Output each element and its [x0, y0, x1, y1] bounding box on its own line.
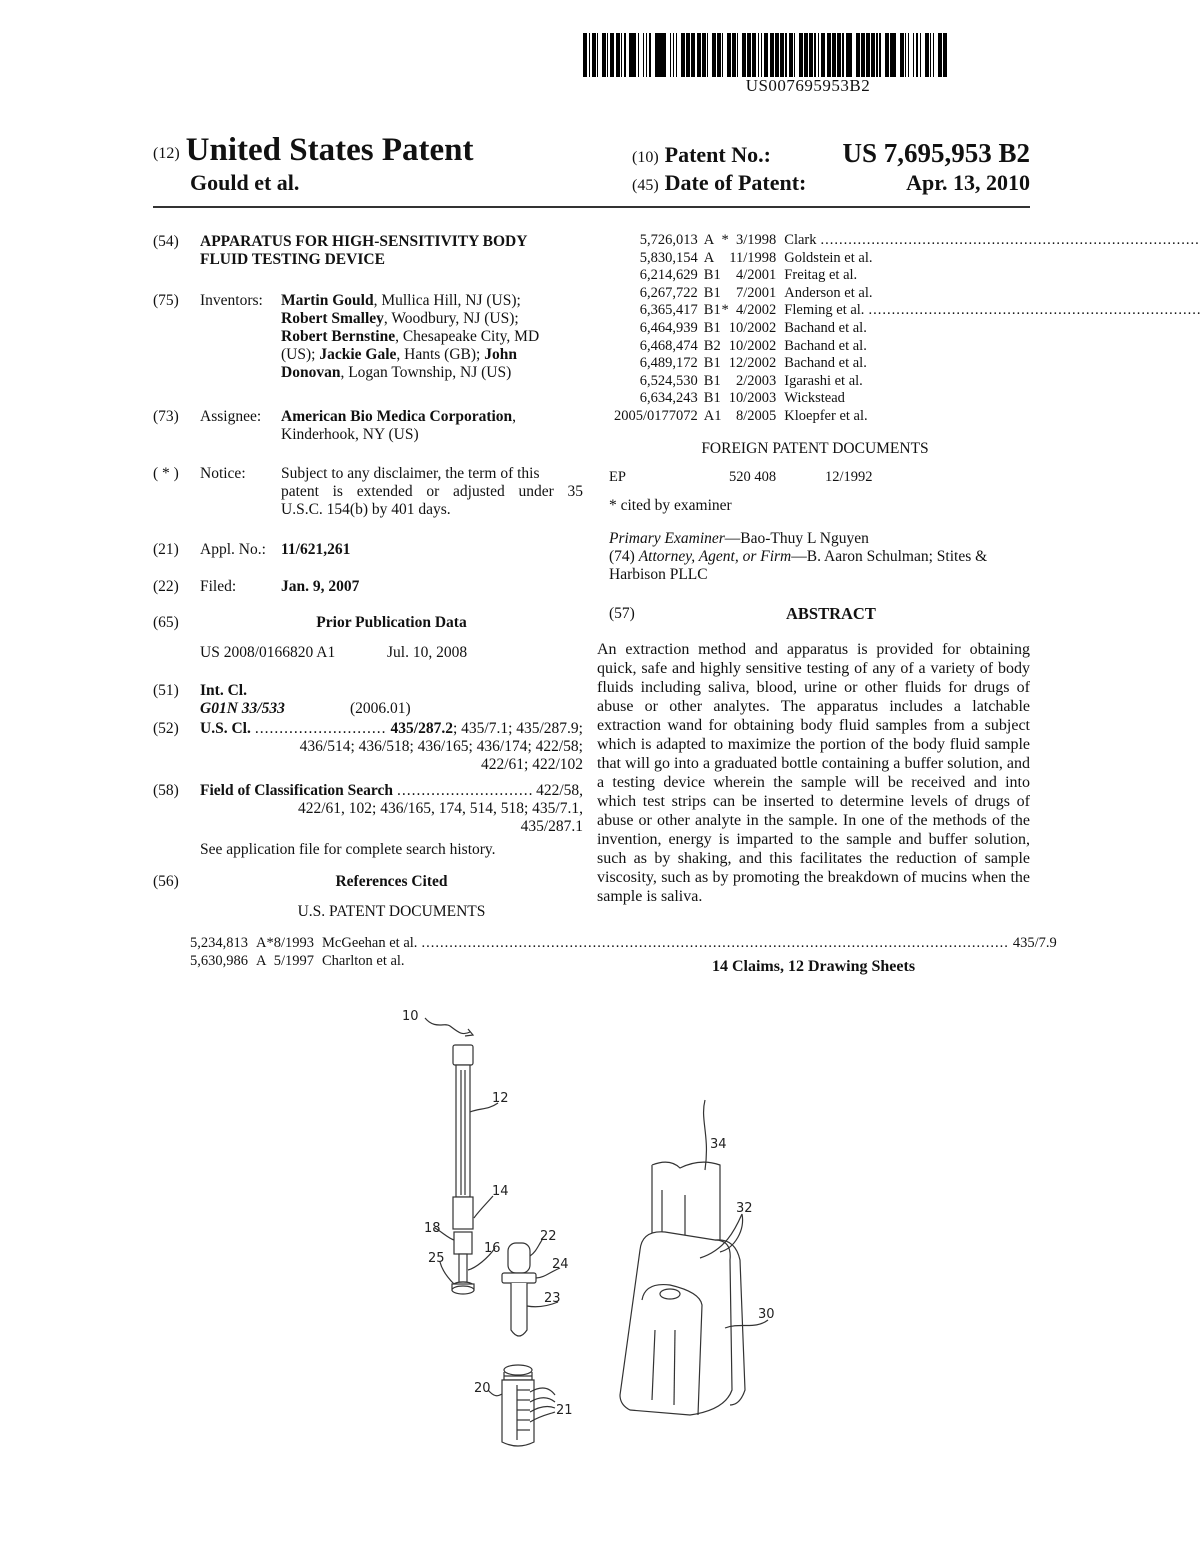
barcode-bar — [707, 33, 708, 77]
ref-kind: B1 — [703, 284, 721, 301]
reference-row — [614, 355, 1200, 373]
code-51: (51) — [153, 682, 179, 699]
code-75: (75) — [153, 292, 179, 309]
barcode-bar — [722, 33, 723, 77]
barcode — [583, 33, 1033, 77]
code-22: (22) — [153, 578, 179, 595]
inventor-location: , Chesapeake City, MD — [395, 328, 540, 345]
code-54: (54) — [153, 233, 179, 250]
ref-number: 6,524,530 — [639, 372, 698, 389]
code-21: (21) — [153, 541, 179, 558]
uscl-label: U.S. Cl. — [200, 720, 251, 737]
barcode-bar — [747, 33, 751, 77]
code-12: (12) — [153, 145, 180, 162]
ref-star: * — [266, 935, 274, 951]
barcode-bar — [646, 33, 647, 77]
barcode-bar — [908, 33, 909, 77]
barcode-bar — [629, 33, 633, 77]
barcode-bar — [876, 33, 877, 77]
barcode-bar — [804, 33, 808, 77]
barcode-bar — [818, 33, 819, 77]
uscl-primary: 435/287.2 — [390, 720, 453, 737]
barcode-bar — [742, 33, 746, 77]
ref-label-22: 22 — [540, 1229, 557, 1244]
assignee-name: American Bio Medica Corporation — [281, 408, 513, 425]
barcode-bar — [780, 33, 784, 77]
barcode-bar — [837, 33, 841, 77]
barcode-bar — [925, 33, 929, 77]
barcode-bar — [638, 33, 639, 77]
ref-date: 2/2003 — [736, 372, 777, 389]
wand-collar — [453, 1197, 473, 1229]
wand-tube — [456, 1065, 470, 1197]
barcode-bar — [809, 33, 813, 77]
ref-star — [722, 320, 729, 338]
barcode-bar — [879, 33, 880, 77]
ref-label-12: 12 — [492, 1091, 509, 1106]
prior-pub-date: Jul. 10, 2008 — [387, 644, 468, 661]
abstract-heading: ABSTRACT — [786, 604, 876, 623]
barcode-bar — [607, 33, 608, 77]
ref-name: Bachand et al. — [784, 319, 867, 336]
search-history-note: See application file for complete search history. — [200, 841, 496, 858]
barcode-bar — [789, 33, 793, 77]
patent-type: United States Patent — [185, 132, 474, 168]
ref-label-18: 18 — [424, 1221, 441, 1236]
code-74: (74) — [609, 548, 635, 565]
reference-row — [614, 267, 1200, 285]
barcode-bar — [938, 33, 942, 77]
barcode-bar — [697, 33, 701, 77]
code-73: (73) — [153, 408, 179, 425]
barcode-bar — [930, 33, 931, 77]
dropper-tip — [511, 1283, 527, 1336]
inventor-location: , Logan Township, NJ (US) — [340, 364, 512, 381]
barcode-bar — [717, 33, 721, 77]
attorney-label: Attorney, Agent, or Firm — [638, 548, 792, 565]
dropper-bulb — [508, 1243, 530, 1273]
ref-date: 8/2005 — [736, 407, 777, 424]
ref-star: * — [721, 302, 729, 319]
barcode-bar — [814, 33, 815, 77]
code-57: (57) — [609, 605, 635, 622]
code-65: (65) — [153, 614, 179, 631]
code-58: (58) — [153, 782, 179, 799]
ref-kind: B2 — [703, 337, 721, 354]
barcode-bar — [670, 33, 671, 77]
ref-kind: B1 — [703, 302, 721, 319]
ref-number: 2005/0177072 — [614, 407, 698, 424]
inventor-country: (US); — [281, 346, 320, 363]
ref-number: 5,630,986 — [190, 952, 248, 969]
barcode-bar — [655, 33, 659, 77]
ref-star — [722, 285, 729, 303]
barcode-bar — [799, 33, 803, 77]
ref-label-20: 20 — [474, 1381, 491, 1396]
reference-row — [614, 285, 1200, 303]
field-search-body — [200, 782, 583, 836]
ref-kind: A — [256, 952, 267, 969]
patent-drawing — [380, 1000, 840, 1520]
prior-pub-number: US 2008/0166820 A1 — [200, 644, 336, 661]
ref-label-32: 32 — [736, 1201, 753, 1216]
ref-date: 4/2002 — [736, 302, 777, 319]
filed-label: Filed: — [200, 578, 237, 595]
uscl-classes-line2: 436/514; 436/518; 436/165; 436/174; 422/58; — [299, 738, 583, 755]
ref-name: Bachand et al. — [784, 337, 867, 354]
field-search-line2: 422/61, 102; 436/165, 174, 514, 518; 435/7.1, — [297, 800, 583, 817]
inventors-label: Inventors: — [200, 292, 263, 309]
code-10: (10) — [632, 149, 659, 166]
patent-number-row — [632, 138, 1030, 169]
barcode-bar — [871, 33, 875, 77]
intcl-class: G01N 33/533 — [200, 700, 285, 717]
dot-leader — [255, 720, 387, 738]
field-search-line3: 435/287.1 — [520, 818, 583, 835]
examiner-block — [609, 530, 1034, 584]
barcode-bar — [920, 33, 921, 77]
ref-date: 3/1998 — [736, 232, 777, 248]
reference-row — [614, 408, 1200, 426]
barcode-bar — [905, 33, 906, 77]
ref-name: Bachand et al. — [784, 355, 867, 372]
code-45: (45) — [632, 177, 659, 194]
code-56: (56) — [153, 873, 179, 890]
date-label: Date of Patent: — [664, 170, 807, 195]
inventor-name: Robert Smalley — [281, 310, 384, 327]
wand-latch — [454, 1232, 472, 1254]
uscl-classes-line3: 422/61; 422/102 — [480, 756, 583, 773]
barcode-bar — [602, 33, 606, 77]
ref-date: 12/2002 — [728, 355, 777, 372]
ref-label-21: 21 — [556, 1403, 573, 1418]
ref-name: Freitag et al. — [784, 267, 858, 284]
ref-date: 5/1997 — [273, 952, 315, 969]
ref-name: Igarashi et al. — [784, 372, 863, 389]
ref-name: Fleming et al. — [784, 302, 865, 319]
refs-heading: References Cited — [335, 873, 448, 890]
uscl-body — [200, 720, 583, 774]
ref-name: Charlton et al. — [322, 952, 405, 969]
inventor-name: Martin Gould — [281, 292, 374, 309]
barcode-bar — [634, 33, 635, 77]
foreign-number: 520 408 — [729, 469, 777, 485]
ref-star — [722, 373, 729, 391]
us-patent-docs-heading: U.S. PATENT DOCUMENTS — [297, 903, 486, 920]
barcode-bar — [673, 33, 674, 77]
ref-date: 4/2001 — [736, 267, 777, 284]
ref-number: 6,214,629 — [639, 267, 698, 284]
barcode-bar — [691, 33, 695, 77]
barcode-bar — [624, 33, 625, 77]
wand-stem — [459, 1254, 467, 1282]
barcode-bar — [916, 33, 917, 77]
reference-row — [190, 935, 1057, 953]
dot-leader — [868, 302, 1200, 320]
reference-row — [614, 302, 1200, 320]
ref-star — [722, 267, 729, 285]
bottle-opening — [504, 1365, 532, 1375]
reference-row — [614, 250, 1200, 268]
ref-name: Kloepfer et al. — [784, 407, 868, 424]
ref-name: McGeehan et al. — [322, 935, 418, 951]
code-52: (52) — [153, 720, 179, 737]
foreign-docs-heading: FOREIGN PATENT DOCUMENTS — [701, 440, 929, 457]
ref-date: 11/1998 — [729, 249, 777, 266]
code-notice: ( * ) — [153, 465, 179, 482]
barcode-bar — [846, 33, 850, 77]
dot-leader — [821, 232, 1200, 250]
barcode-bar — [616, 33, 620, 77]
barcode-bar — [659, 33, 663, 77]
ref-number: 5,234,813 — [190, 935, 248, 951]
ref-number: 6,464,939 — [639, 319, 698, 336]
barcode-bar — [737, 33, 738, 77]
inventor-location: , Woodbury, NJ (US); — [383, 310, 519, 327]
barcode-bar — [752, 33, 756, 77]
ref-kind: A — [703, 232, 715, 248]
ref-name: Clark — [784, 232, 817, 248]
title-line-2: FLUID TESTING DEVICE — [200, 251, 385, 268]
patent-no-label: Patent No.: — [664, 142, 771, 167]
ref-kind: B1 — [703, 267, 721, 284]
dropper-cap — [502, 1273, 536, 1283]
notice-text — [281, 465, 583, 519]
abstract-heading-row — [609, 605, 1030, 623]
field-search-label: Field of Classification Search — [200, 782, 394, 799]
ref-date: 10/2002 — [728, 319, 777, 336]
ref-date: 7/2001 — [736, 284, 777, 301]
ref-class: 435/7.9 — [1012, 935, 1057, 951]
reference-row — [614, 373, 1200, 391]
barcode-bar — [850, 33, 851, 77]
cited-by-examiner-note: * cited by examiner — [609, 497, 732, 514]
barcode-bar — [727, 33, 731, 77]
assignee-comma: , — [512, 408, 517, 425]
foreign-date: 12/1992 — [825, 469, 873, 485]
ref-number: 5,726,013 — [639, 232, 698, 248]
barcode-bar — [732, 33, 736, 77]
barcode-bar — [589, 33, 590, 77]
ref-name: Anderson et al. — [784, 284, 873, 301]
barcode-bar — [761, 33, 762, 77]
attorney-firm-line2: Harbison PLLC — [609, 566, 708, 583]
ref-kind: B1 — [703, 390, 721, 407]
intcl-label: Int. Cl. — [200, 682, 247, 699]
barcode-bar — [894, 33, 895, 77]
ref-kind: B1 — [703, 372, 721, 389]
barcode-bar — [900, 33, 904, 77]
ref-star — [722, 338, 729, 356]
inventor-location: , Mullica Hill, NJ (US); — [373, 292, 521, 309]
barcode-bar — [764, 33, 768, 77]
ref-number: 6,468,474 — [639, 337, 698, 354]
uscl-classes: ; 435/7.1; 435/287.9; — [452, 720, 583, 737]
barcode-bar — [702, 33, 706, 77]
reference-row — [614, 232, 1200, 250]
label-leader-10 — [425, 1018, 470, 1034]
barcode-bar — [933, 33, 934, 77]
right-refs-table — [614, 232, 1030, 426]
barcode-bar — [832, 33, 836, 77]
invention-title — [200, 233, 600, 269]
patent-date-row — [632, 170, 1030, 196]
barcode-bar — [681, 33, 685, 77]
examiner-name: —Bao-Thuy L Nguyen — [724, 530, 869, 547]
abstract-text: An extraction method and apparatus is provided for obtaining quick, safe and highly sensitive testing of any of a variety of body fluids including saliva, blood, urine or other fluids for drugs of abuse or other analytes. The apparatus includes a latchable extraction wand for obtaining body fluid samples from a subject which is adapted to maximize the portion of the body fluid sample that will go into a graduated bottle containing a buffer solution, and a testing device wherein the sample will be received and into which test strips can be inserted to determine levels of drugs of abuse or other analyte in the sample. In one of the methods of the invention, energy is imparted to the sample and buffer solution, such as by shaking, and this facilitates the reduction of sample viscosity, such as by promoting the breakdown of mucins when the sample is saliva. — [597, 641, 1030, 905]
assignee-location: Kinderhook, NY (US) — [281, 426, 419, 443]
ref-label-16: 16 — [484, 1241, 501, 1256]
testing-device — [620, 1232, 732, 1415]
ref-number: 6,489,172 — [639, 355, 698, 372]
appl-number: 11/621,261 — [281, 541, 351, 558]
barcode-bar — [770, 33, 774, 77]
title-line-1: APPARATUS FOR HIGH-SENSITIVITY BODY — [200, 233, 528, 250]
ref-number: 6,634,243 — [639, 390, 698, 407]
ref-label-25: 25 — [428, 1251, 445, 1266]
ref-label-23: 23 — [544, 1291, 561, 1306]
ref-name: Wickstead — [784, 390, 845, 407]
patent-header-title — [153, 132, 473, 169]
ref-star: * — [721, 232, 729, 248]
inventor-name: Donovan — [281, 364, 341, 381]
foreign-country: EP — [609, 469, 626, 485]
foreign-doc-row — [609, 468, 1029, 486]
ref-kind: A — [256, 935, 267, 951]
dot-leader — [421, 935, 1008, 953]
ref-date: 10/2002 — [728, 337, 777, 354]
barcode-bar — [827, 33, 831, 77]
barcode-bar — [664, 33, 665, 77]
claims-count: 14 Claims, 12 Drawing Sheets — [711, 958, 916, 975]
patent-authors: Gould et al. — [190, 170, 300, 195]
field-search-classes: 422/58, — [536, 782, 583, 799]
header-rule — [153, 206, 1030, 208]
assignee-value — [281, 408, 583, 444]
barcode-bar — [583, 33, 587, 77]
barcode-bar — [821, 33, 825, 77]
reference-row — [614, 390, 1200, 408]
barcode-bar — [592, 33, 596, 77]
barcode-bar — [712, 33, 716, 77]
ref-number: 6,365,417 — [639, 302, 698, 319]
ref-label-24: 24 — [552, 1257, 569, 1272]
barcode-bar — [676, 33, 677, 77]
notice-line: patent is extended or adjusted under 35 — [281, 483, 583, 500]
ref-date: 8/1993 — [273, 935, 315, 951]
ref-label-10: 10 — [402, 1009, 419, 1024]
examiner-label: Primary Examiner — [609, 530, 725, 547]
ref-kind: A1 — [703, 407, 722, 424]
barcode-bar — [913, 33, 914, 77]
intcl-year: (2006.01) — [350, 700, 411, 717]
barcode-bar — [643, 33, 644, 77]
inventors-list — [281, 292, 583, 382]
reference-row — [614, 320, 1200, 338]
ref-star — [722, 355, 729, 373]
barcode-number: US007695953B2 — [745, 76, 871, 95]
barcode-bar — [842, 33, 843, 77]
barcode-bar — [621, 33, 622, 77]
ref-label-14: 14 — [492, 1184, 509, 1199]
ref-label-34: 34 — [710, 1137, 727, 1152]
barcode-bar — [686, 33, 690, 77]
barcode-bar — [885, 33, 889, 77]
barcode-bar — [866, 33, 870, 77]
ref-star — [722, 390, 729, 408]
barcode-bar — [649, 33, 650, 77]
barcode-bar — [794, 33, 795, 77]
inventor-location: , Hants (GB); — [396, 346, 485, 363]
ref-star — [722, 250, 729, 268]
ref-star — [722, 408, 729, 426]
barcode-bar — [890, 33, 894, 77]
ref-star — [266, 953, 273, 971]
filed-date: Jan. 9, 2007 — [281, 578, 360, 595]
barcode-bar — [775, 33, 779, 77]
ref-number: 6,267,722 — [639, 284, 698, 301]
inventor-name: Robert Bernstine — [281, 328, 396, 345]
wand-cap — [453, 1045, 473, 1065]
ref-label-30: 30 — [758, 1307, 775, 1322]
barcode-bar — [758, 33, 759, 77]
patent-number: US 7,695,953 B2 — [842, 138, 1030, 168]
ref-kind: A — [703, 249, 715, 266]
inventor-name: John — [484, 346, 517, 363]
barcode-bar — [785, 33, 786, 77]
assignee-label: Assignee: — [200, 408, 262, 425]
ref-date: 10/2003 — [728, 390, 777, 407]
intcl-body — [200, 682, 580, 718]
prior-pub-heading: Prior Publication Data — [316, 614, 467, 631]
dot-leader — [397, 782, 532, 800]
barcode-bar — [610, 33, 614, 77]
ref-name: Goldstein et al. — [784, 249, 873, 266]
inventor-name: Jackie Gale — [319, 346, 397, 363]
notice-label: Notice: — [200, 465, 246, 482]
ref-number: 5,830,154 — [639, 249, 698, 266]
barcode-bar — [861, 33, 865, 77]
appl-label: Appl. No.: — [200, 541, 266, 558]
notice-line: U.S.C. 154(b) by 401 days. — [281, 501, 451, 518]
barcode-bar — [597, 33, 598, 77]
notice-line: Subject to any disclaimer, the term of this — [281, 465, 540, 482]
barcode-bar — [856, 33, 860, 77]
attorney-name: —B. Aaron Schulman; Stites & — [791, 548, 988, 565]
ref-kind: B1 — [703, 319, 721, 336]
patent-date: Apr. 13, 2010 — [906, 170, 1030, 195]
reference-row — [614, 338, 1200, 356]
ref-kind: B1 — [703, 355, 721, 372]
barcode-bar — [943, 33, 947, 77]
